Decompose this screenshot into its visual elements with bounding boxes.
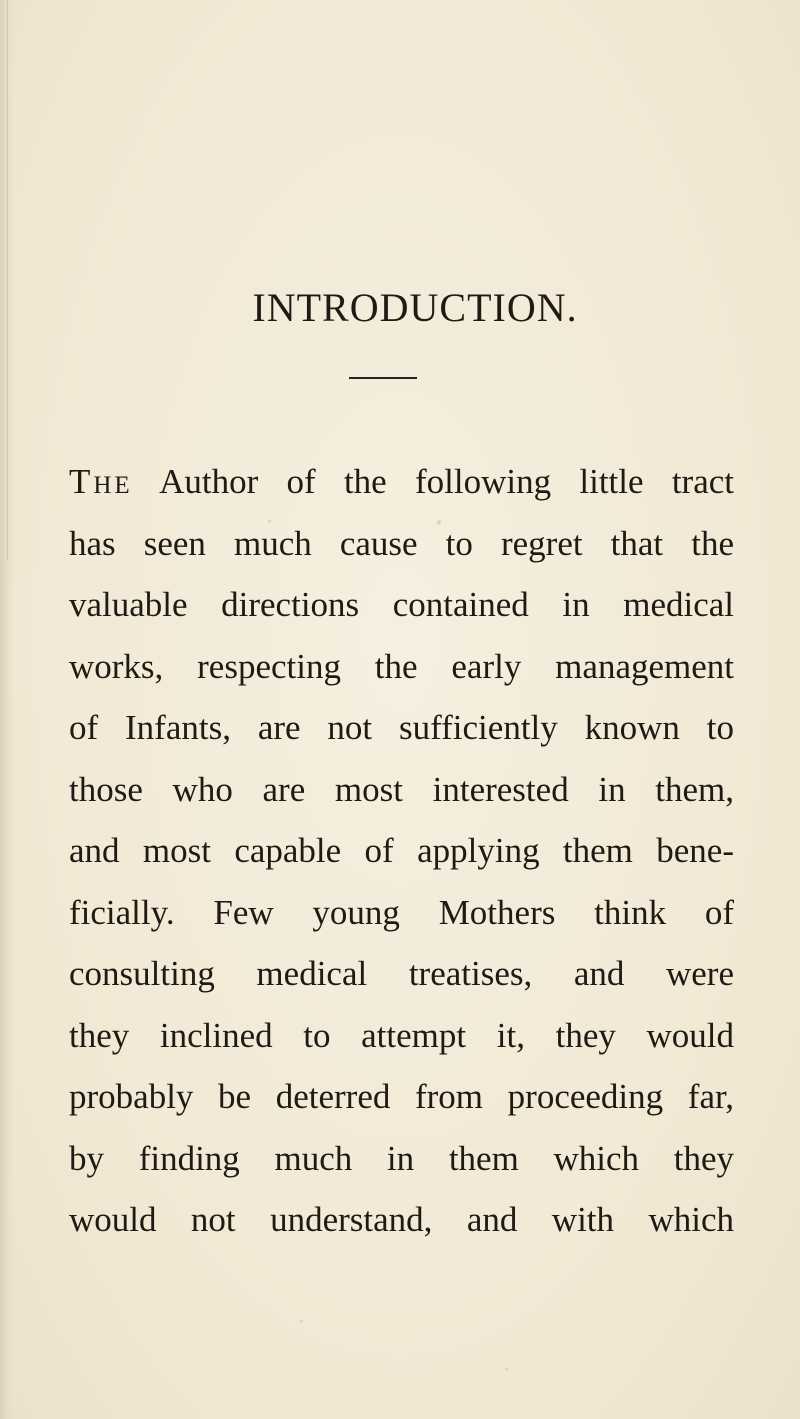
paper-speck	[505, 1368, 508, 1371]
text-line: valuable directions contained in medical	[69, 585, 734, 624]
text-line	[69, 451, 734, 513]
text-line: would not understand, and with which	[69, 1200, 734, 1239]
first-line-text: Author of the following little tract	[159, 462, 734, 501]
title-divider	[349, 377, 417, 379]
text-line: probably be deterred from proceeding far,	[69, 1077, 734, 1116]
text-line: those who are most interested in them,	[69, 769, 734, 809]
text-line: and most capable of applying them bene-	[69, 831, 734, 870]
lead-word: The	[69, 462, 133, 501]
page-binding-line	[7, 0, 8, 560]
page-title: INTRODUCTION.	[252, 285, 578, 330]
text-line: of Infants, are not sufficiently known to	[69, 708, 734, 747]
text-line: they inclined to attempt it, they would	[69, 1015, 734, 1055]
text-line: works, respecting the early management	[69, 646, 734, 686]
text-line: ficially. Few young Mothers think of	[69, 892, 734, 932]
text-line: by finding much in them which they	[69, 1138, 734, 1178]
paper-speck	[300, 1320, 303, 1323]
text-line: consulting medical treatises, and were	[69, 954, 734, 993]
text-line: has seen much cause to regret that the	[69, 523, 734, 563]
introduction-paragraph	[69, 451, 734, 1251]
